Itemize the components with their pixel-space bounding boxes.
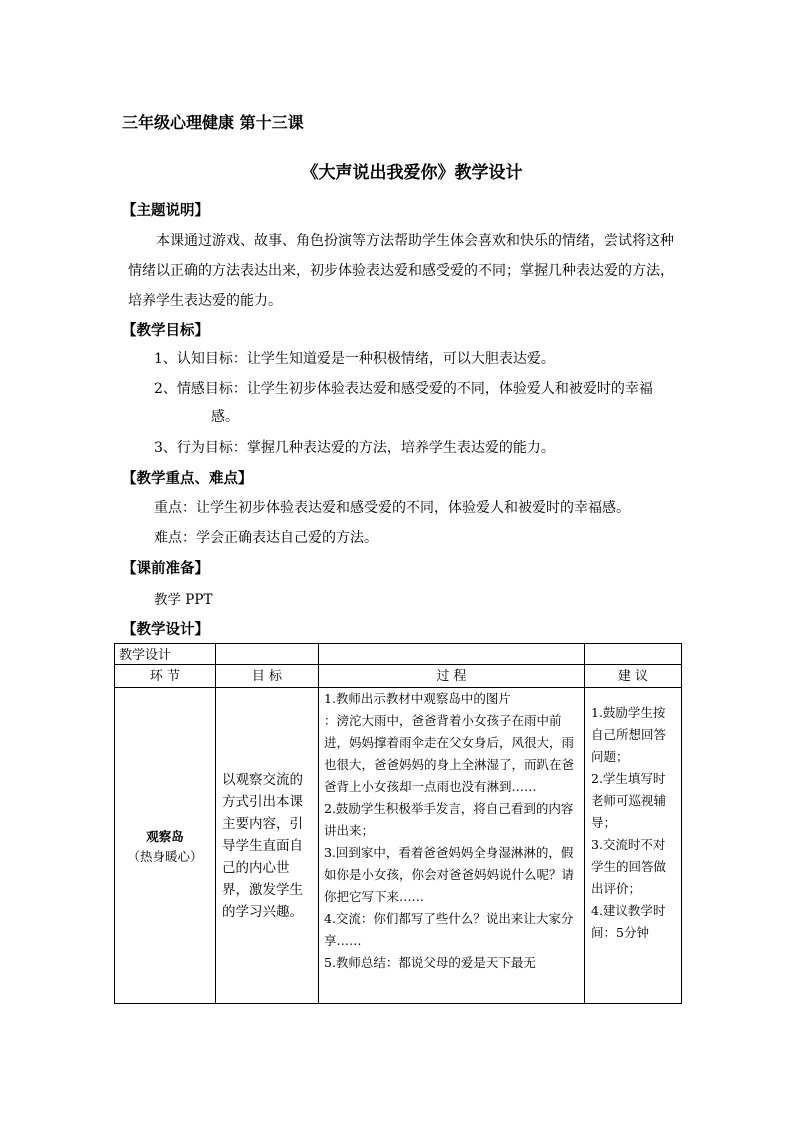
keypoints-heading: 【教学重点、难点】 [122, 470, 253, 487]
goal-cell: 以观察交流的方式引出本课主要内容，引导学生直面自己的内心世界，激发学生的学习兴趣。 [216, 688, 319, 1004]
process-step-1-detail: ：滂沱大雨中，爸爸背着小女孩子在雨中前进，妈妈撑着雨伞走在父女身后，风很大，雨也很大，爸爸妈妈的身上全淋湿了，而趴在爸爸背上小女孩却一点雨也没有淋到…… [324, 713, 575, 794]
process-step-4: 4.交流：你们都写了些什么？说出来让大家分享…… [324, 911, 574, 948]
table-header-row [115, 665, 682, 688]
stage-cell [115, 688, 216, 1004]
goal-item-1: 1、认知目标：让学生知道爱是一种积极情绪，可以大胆表达爱。 [154, 351, 555, 367]
table-row [115, 688, 682, 1004]
goal-item-2: 2、情感目标：让学生初步体验表达爱和感受爱的不同，体验爱人和被爱时的幸福 [154, 381, 653, 397]
suggestion-1: 1.鼓励学生按自己所想回答问题； [591, 705, 667, 764]
process-step-1: 1.教师出示教材中观察岛中的图片 [324, 691, 511, 706]
process-step-5: 5.教师总结：都说父母的爱是天下最无 [324, 955, 536, 970]
stage-subtitle: （热身暖心） [127, 848, 203, 864]
column-header-suggestion: 建 议 [585, 665, 682, 688]
column-header-process: 过 程 [319, 665, 585, 688]
table-caption-row [115, 644, 682, 665]
theme-text: 本课通过游戏、故事、角色扮演等方法帮助学生体会喜欢和快乐的情绪，尝试将这种情绪以正确的方法表达出来，初步体验表达爱和感受爱的不同；掌握几种表达爱的方法，培养学生表达爱的能力。 [128, 233, 674, 309]
suggestion-3: 3.交流时不对学生的回答做出评价； [591, 837, 667, 896]
column-header-stage: 环 节 [115, 665, 216, 688]
suggestion-4: 4.建议教学时间：5分钟 [591, 903, 666, 940]
prep-text: 教学 PPT [154, 592, 213, 608]
process-step-3: 3.回到家中，看着爸爸妈妈全身湿淋淋的，假如你是小女孩，你会对爸爸妈妈说什么呢？请你把它写下来…… [324, 845, 575, 904]
suggestion-2: 2.学生填写时老师可巡视辅导； [591, 771, 667, 830]
goal-item-3: 3、行为目标：掌握几种表达爱的方法，培养学生表达爱的能力。 [154, 440, 555, 456]
grade-line: 三年级心理健康 第十三课 [122, 113, 304, 132]
goals-heading: 【教学目标】 [122, 322, 209, 339]
goal-item-2-cont: 感。 [211, 409, 239, 425]
process-step-2: 2.鼓励学生积极举手发言，将自己看到的内容讲出来； [324, 801, 574, 838]
lesson-design-table [114, 643, 682, 1004]
suggestion-cell [585, 688, 682, 1004]
key-point: 重点：让学生初步体验表达爱和感受爱的不同，体验爱人和被爱时的幸福感。 [154, 500, 630, 516]
lesson-title: 《大声说出我爱你》教学设计 [301, 163, 523, 183]
stage-name: 观察岛 [146, 828, 184, 844]
theme-heading: 【主题说明】 [122, 202, 209, 219]
difficult-point: 难点：学会正确表达自己爱的方法。 [154, 530, 378, 546]
table-caption: 教学设计 [115, 644, 216, 665]
prep-heading: 【课前准备】 [122, 560, 209, 577]
process-cell [319, 688, 585, 1004]
column-header-goal: 目 标 [216, 665, 319, 688]
design-heading: 【教学设计】 [122, 621, 209, 638]
